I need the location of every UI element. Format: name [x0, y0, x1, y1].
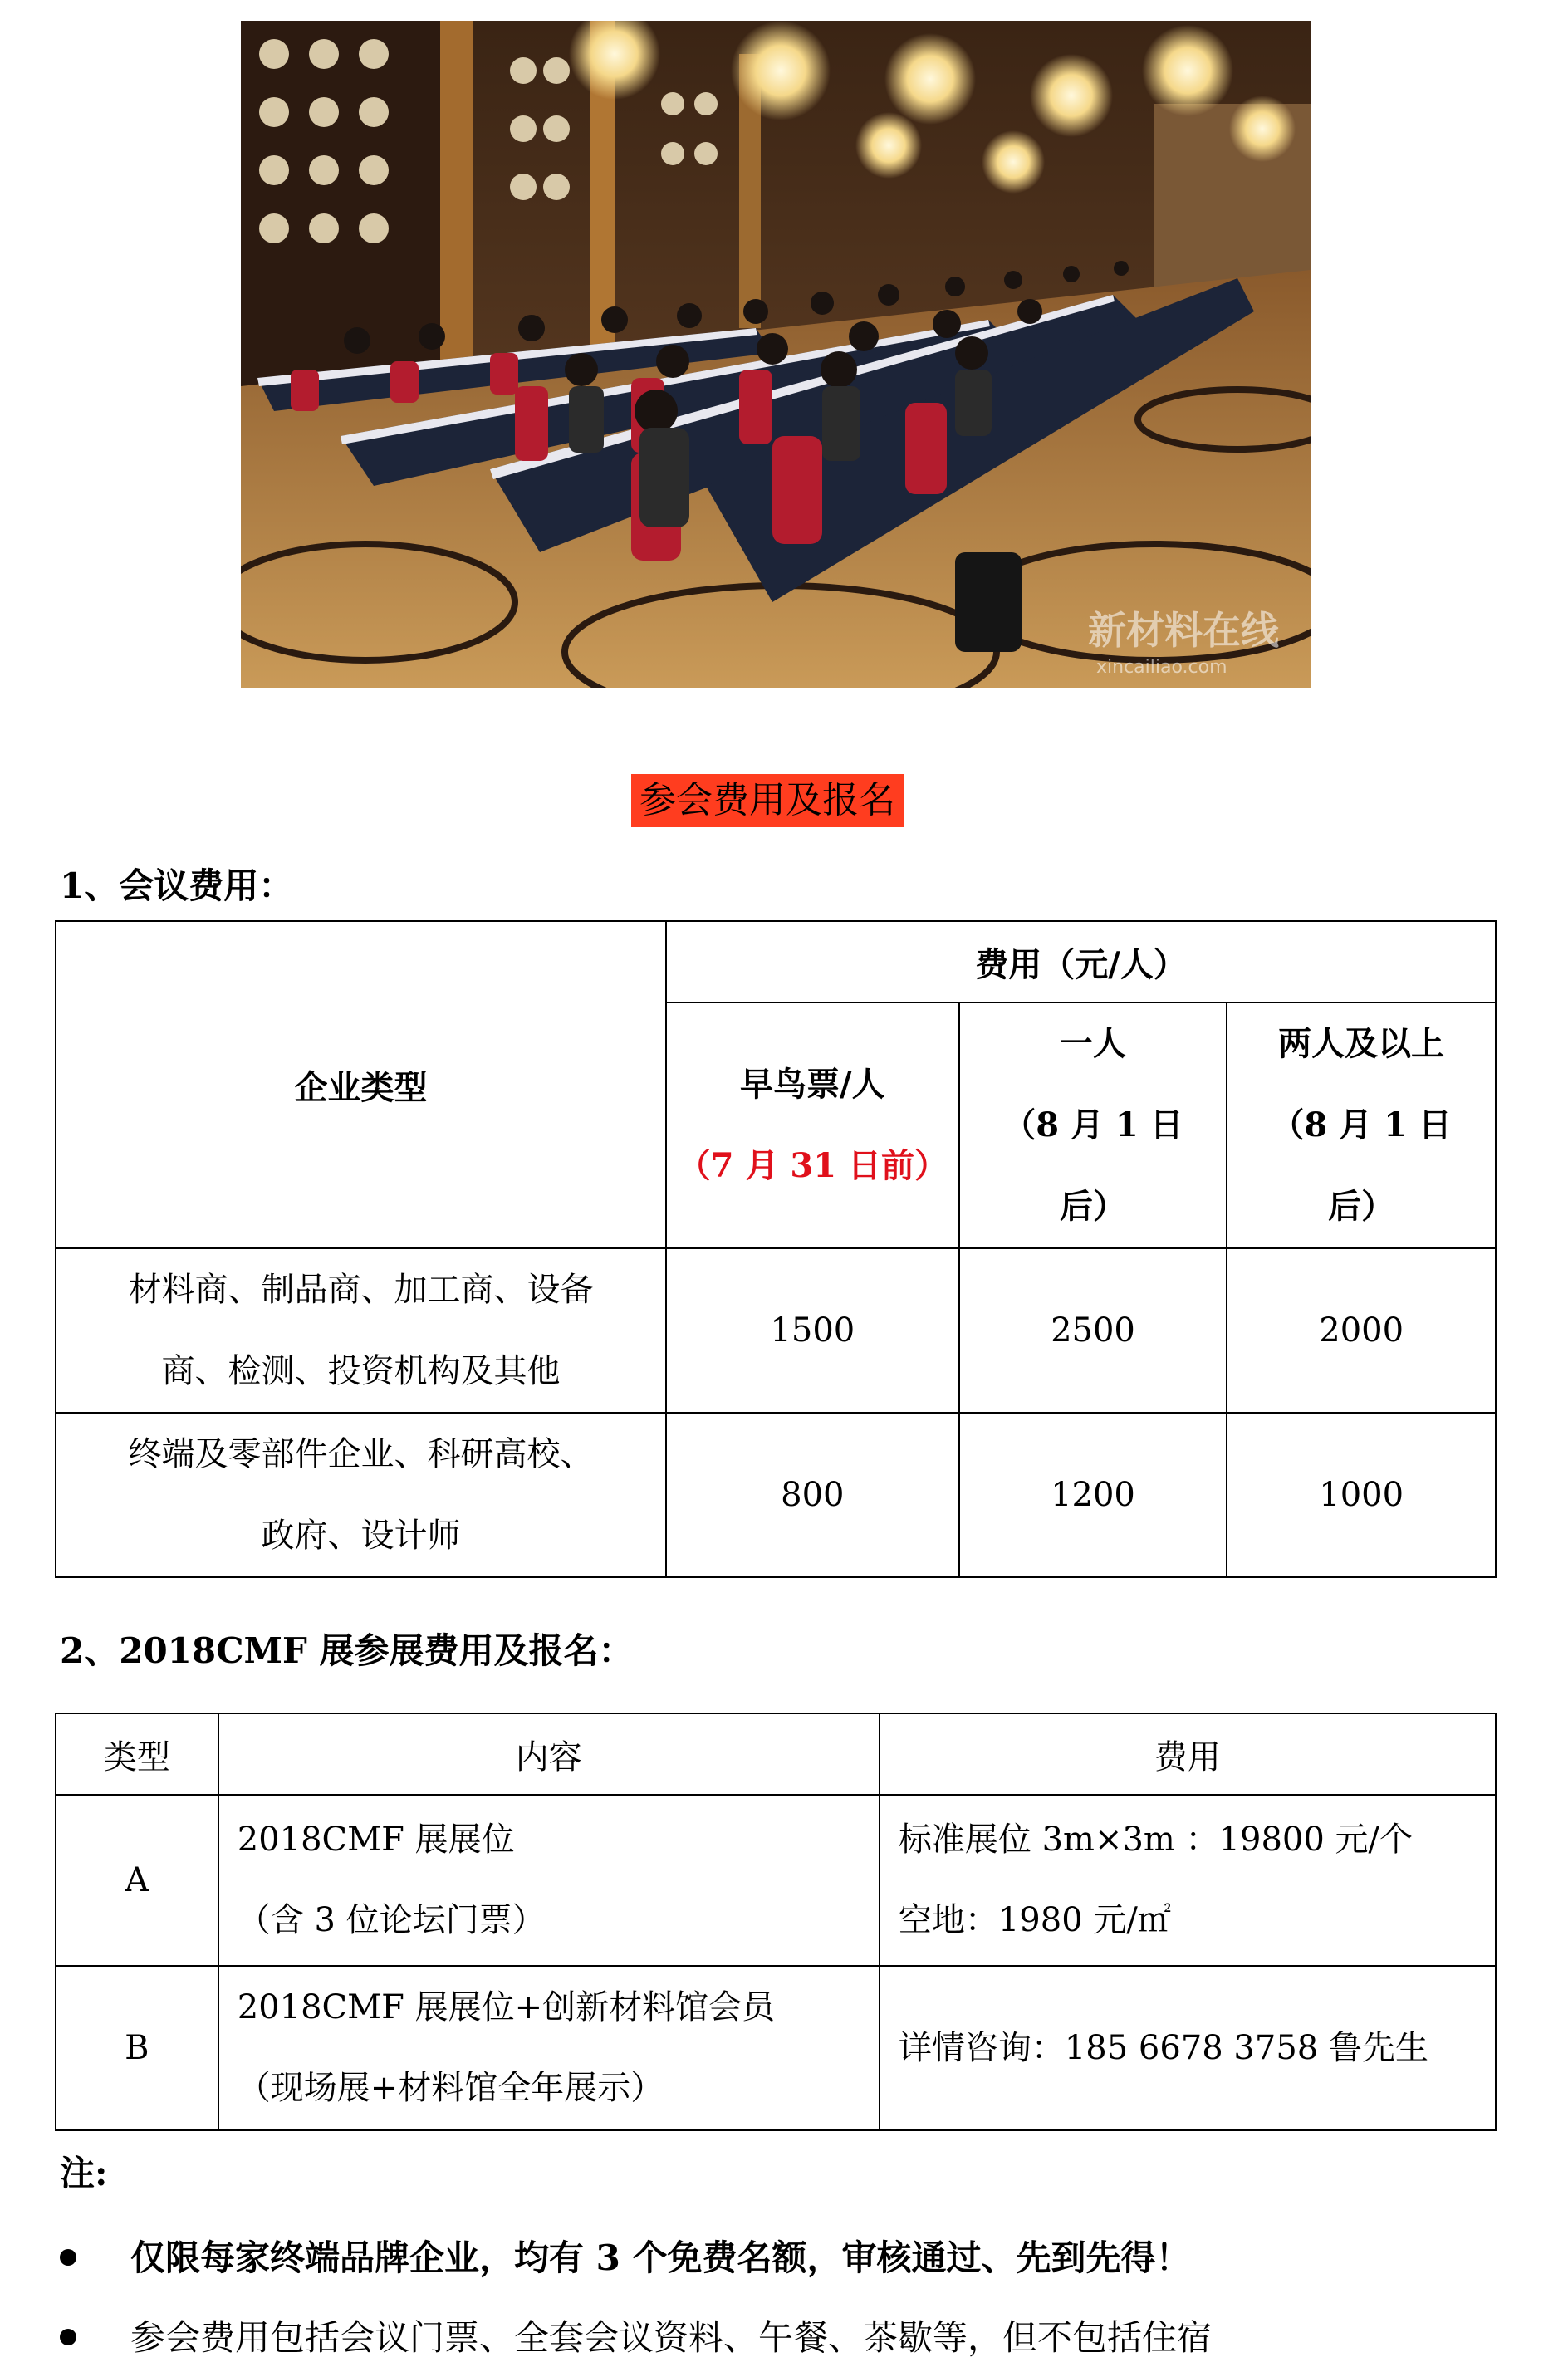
package-type: B [56, 1966, 218, 2130]
note-text: 仅限每家终端品牌企业，均有 3 个免费名额，审核通过、先到先得！ [130, 2237, 1191, 2278]
one-person-price: 2500 [959, 1248, 1227, 1413]
expo-heading: 2、2018CMF 展参展费用及报名： [60, 1630, 634, 1671]
header-enterprise-type: 企业类型 [56, 921, 666, 1248]
one-person-label: 一人 [1059, 1024, 1126, 1063]
enterprise-type-cell [56, 1248, 666, 1413]
early-bird-label: 早鸟票/人 [740, 1065, 885, 1104]
one-person-after: 后） [1059, 1187, 1126, 1226]
header-expo-fee: 费用 [880, 1713, 1496, 1795]
expo-fee-table [55, 1713, 1497, 2131]
package-content [218, 1795, 880, 1966]
package-fee-line: 空地：1980 元/㎡ [898, 1901, 1171, 1939]
table-row [56, 1795, 1496, 1966]
conference-photo [241, 21, 1311, 688]
one-person-price: 1200 [959, 1413, 1227, 1577]
section-title: 参会费用及报名 [631, 774, 904, 827]
header-one-person [959, 1002, 1227, 1248]
package-fee-line: 详情咨询：185 6678 3758 鲁先生 [898, 2028, 1428, 2067]
two-plus-price: 2000 [1227, 1248, 1496, 1413]
package-content-line: 2018CMF 展展位+创新材料馆会员 [237, 1988, 776, 2026]
enterprise-type-line: 政府、设计师 [261, 1517, 461, 1555]
bullet-icon [60, 2249, 76, 2266]
header-content: 内容 [218, 1713, 880, 1795]
package-fee [880, 1795, 1496, 1966]
note-text: 参会费用包括会议门票、全套会议资料、午餐、茶歇等，但不包括住宿 [130, 2317, 1213, 2358]
early-bird-deadline: （7 月 31 日前） [677, 1146, 948, 1185]
early-bird-price: 800 [666, 1413, 959, 1577]
package-content [218, 1966, 880, 2130]
enterprise-type-cell [56, 1413, 666, 1577]
table-row [56, 1966, 1496, 2130]
enterprise-type-line: 材料商、制品商、加工商、设备 [128, 1271, 594, 1309]
watermark-main: 新材料在线 [1088, 608, 1279, 653]
header-two-plus [1227, 1002, 1496, 1248]
note-item [60, 2231, 1190, 2281]
header-early-bird [666, 1002, 959, 1248]
header-type: 类型 [56, 1713, 218, 1795]
table-row [56, 1248, 1496, 1413]
watermark-sub: xincailiao.com [1096, 657, 1227, 678]
header-fee: 费用（元/人） [666, 921, 1496, 1002]
package-fee [880, 1966, 1496, 2130]
package-fee-line: 标准展位 3m×3m ：19800 元/个 [898, 1821, 1413, 1859]
two-plus-price: 1000 [1227, 1413, 1496, 1577]
note-item [60, 2311, 1212, 2360]
two-plus-date: （8 月 1 日 [1271, 1105, 1452, 1144]
conference-photo-illustration [241, 21, 1311, 688]
bullet-icon [60, 2329, 76, 2345]
early-bird-price: 1500 [666, 1248, 959, 1413]
two-plus-label: 两人及以上 [1278, 1024, 1445, 1063]
enterprise-type-line: 商、检测、投资机构及其他 [161, 1352, 561, 1390]
enterprise-type-line: 终端及零部件企业、科研高校、 [128, 1435, 594, 1473]
package-content-line: （含 3 位论坛门票） [237, 1901, 546, 1939]
package-content-line: 2018CMF 展展位 [237, 1821, 515, 1859]
meeting-fee-heading: 1、会议费用： [60, 865, 294, 906]
one-person-date: （8 月 1 日 [1002, 1105, 1183, 1144]
meeting-fee-table [55, 920, 1497, 1578]
package-type: A [56, 1795, 218, 1966]
notes-label: 注: [60, 2153, 108, 2193]
two-plus-after: 后） [1328, 1187, 1395, 1226]
table-row [56, 1413, 1496, 1577]
package-content-line: （现场展+材料馆全年展示） [237, 2069, 664, 2107]
